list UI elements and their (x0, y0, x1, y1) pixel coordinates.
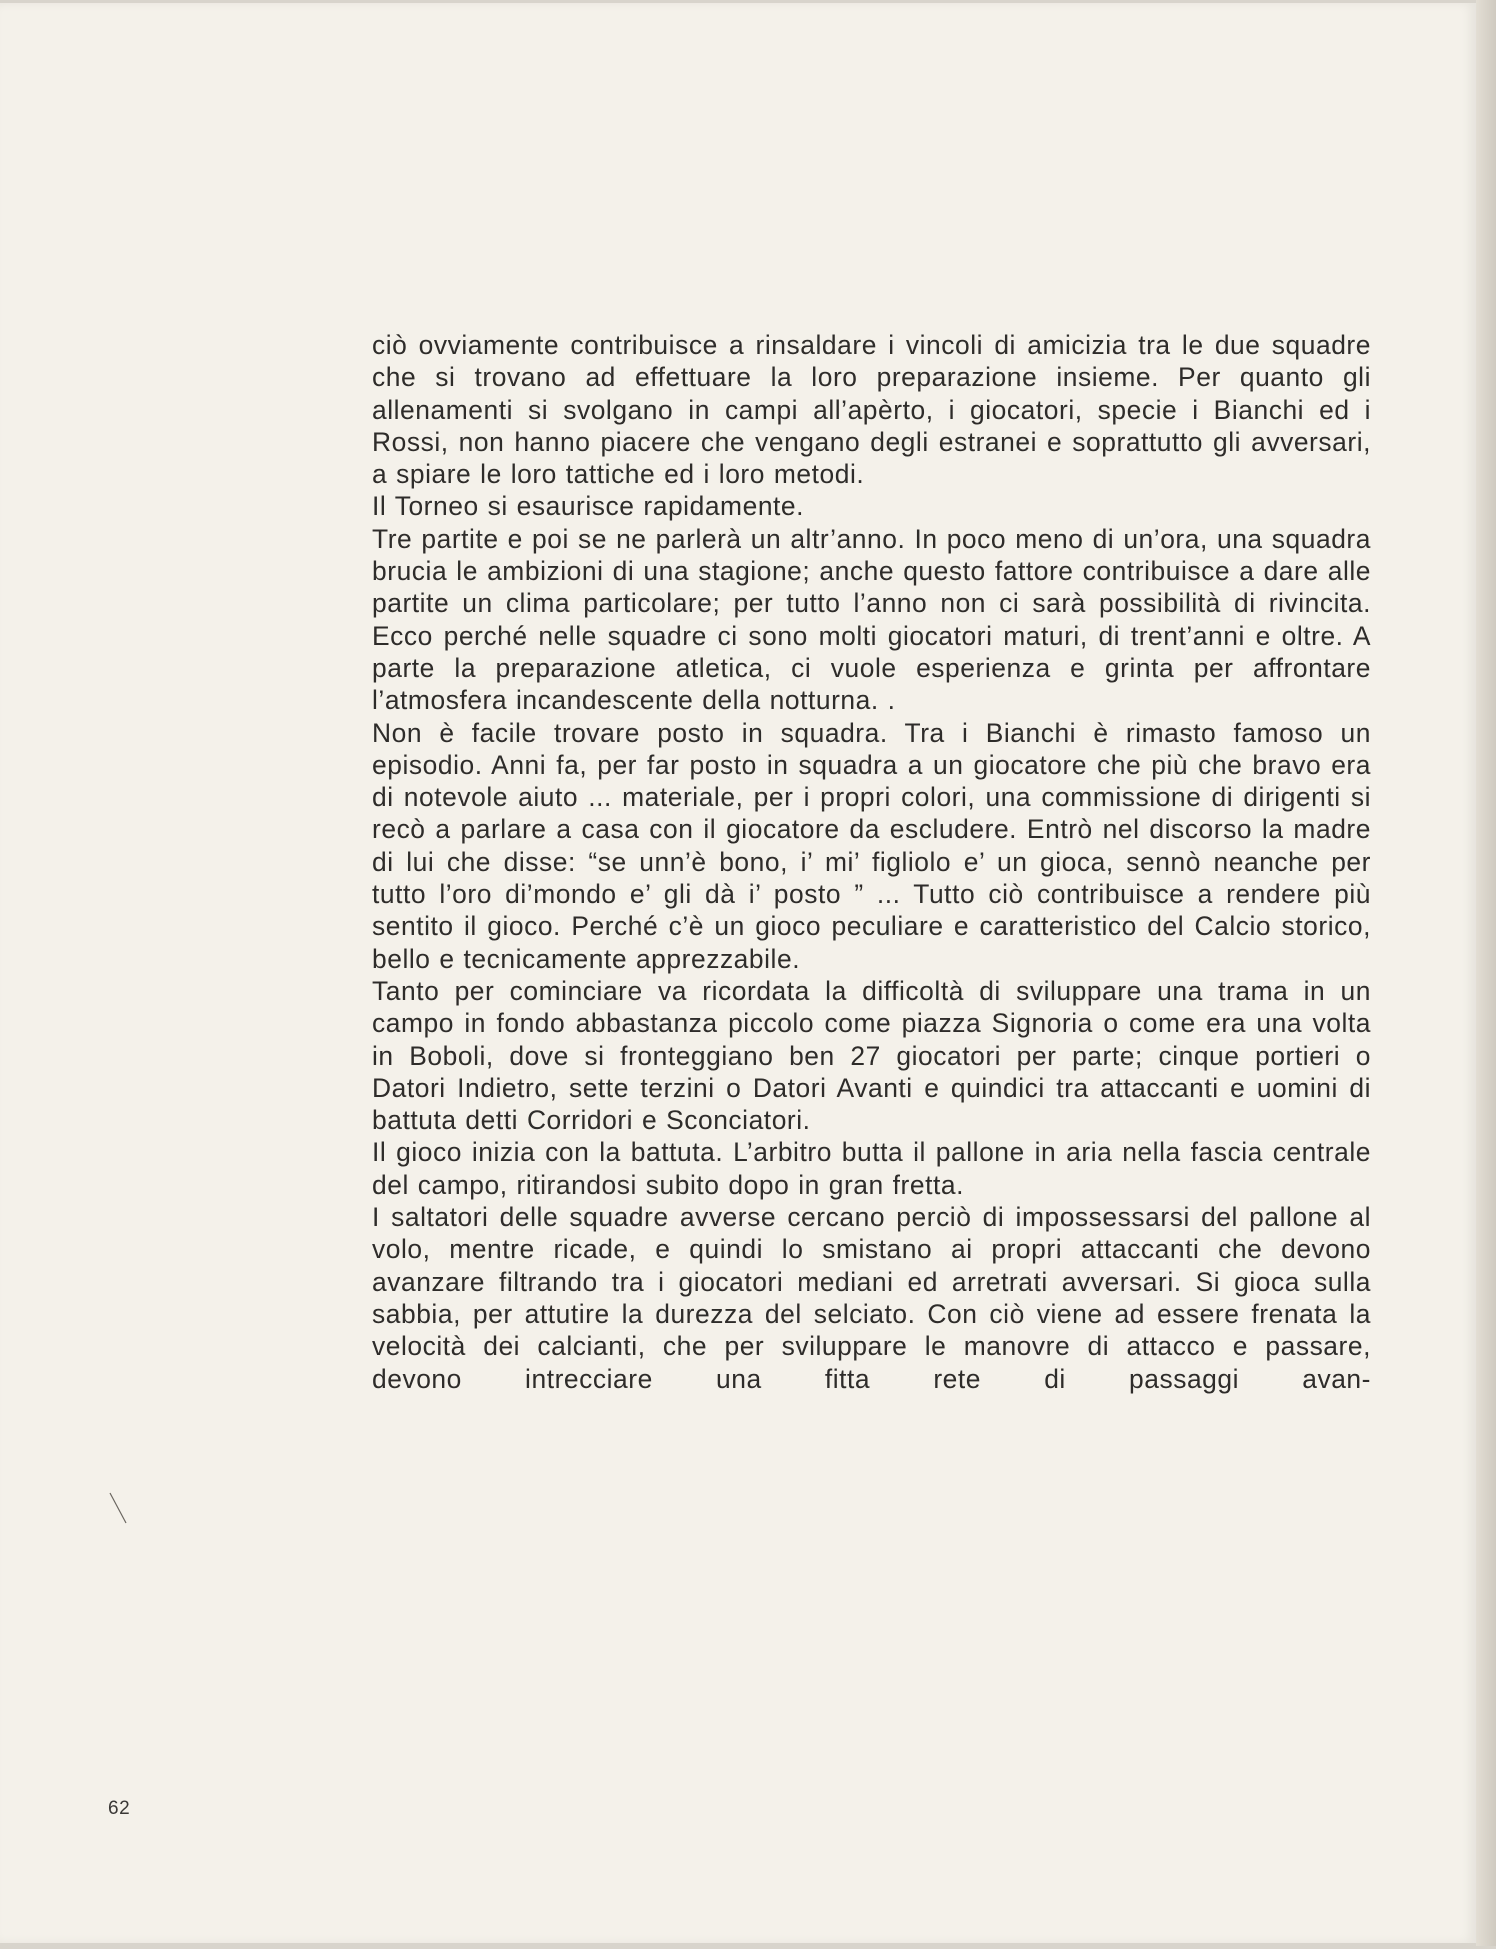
paragraph-1: ciò ovviamente contribuisce a rinsaldare i vincoli di amicizia tra le due squadre che si trovano ad effettuare la loro preparazione insieme. Per quanto gli allenamenti si svolgano in campi all’apèrto, i giocatori, specie i Bianchi ed i Rossi, non hanno piacere che vengano degli estranei e soprattutto gli avversari, a spiare le loro tattiche ed i loro metodi. (372, 330, 1371, 490)
page-number: 62 (108, 1798, 131, 1819)
body-text (372, 329, 1371, 1395)
paragraph-2: Il Torneo si esaurisce rapidamente. (372, 491, 805, 522)
pen-stroke-mark (108, 1491, 130, 1527)
page-edge (1476, 0, 1496, 1946)
paragraph-3: Tre partite e poi se ne parlerà un altr’anno. In poco meno di un’ora, una squadra brucia le ambizioni di una stagione; anche questo fattore contribuisce a dare alle partite un clima particolare; per tutto l’anno non ci sarà possibilità di rivincita. Ecco perché nelle squadre ci sono molti giocatori maturi, di trent’anni e oltre. A parte la preparazione atletica, ci vuole esperienza e grinta per affrontare l’atmosfera incandescente della notturna. . (372, 523, 1371, 716)
paragraph-4: Non è facile trovare posto in squadra. Tra i Bianchi è rimasto famoso un episodio. Anni fa, per far posto in squadra a un giocatore che più che bravo era di notevole aiuto ... materiale, per i propri colori, una commissione di dirigenti si recò a parlare a casa con il giocatore da escludere. Entrò nel discorso la madre di lui che disse: “se unn’è bono, i’ mi’ figliolo e’ un gioca, sennò neanche per tutto l’oro di’mondo e’ gli dà i’ posto ” ... Tutto ciò contribuisce a rendere più sentito il gioco. Perché c’è un gioco peculiare e caratteristico del Calcio storico, bello e tecnicamente apprezzabile. (372, 717, 1371, 974)
paragraph-5: Tanto per cominciare va ricordata la difficoltà di sviluppare una trama in un campo in fondo abbastanza piccolo come piazza Signoria o come era una volta in Boboli, dove si fronteggiano ben 27 giocatori per parte; cinque portieri o Datori Indietro, sette terzini o Datori Avanti e quindici tra attaccanti e uomini di battuta detti Corridori e Sconciatori. (372, 975, 1371, 1136)
paragraph-7: I saltatori delle squadre avverse cercano perciò di impossessarsi del pallone al volo, mentre ricade, e quindi lo smistano ai propri attaccanti che devono avanzare filtrando tra i giocatori mediani ed arretrati avversari. Si gioca sulla sabbia, per attutire la durezza del selciato. Con ciò viene ad essere frenata la velocità dei calcianti, che per sviluppare le manovre di attacco e passare, devono intrecciare una fitta rete di passaggi avan- (372, 1202, 1371, 1394)
paragraph-6: Il gioco inizia con la battuta. L’arbitro butta il pallone in aria nella fascia centrale del campo, ritirandosi subito dopo in gran fretta. (372, 1137, 1371, 1200)
book-page (0, 3, 1476, 1943)
